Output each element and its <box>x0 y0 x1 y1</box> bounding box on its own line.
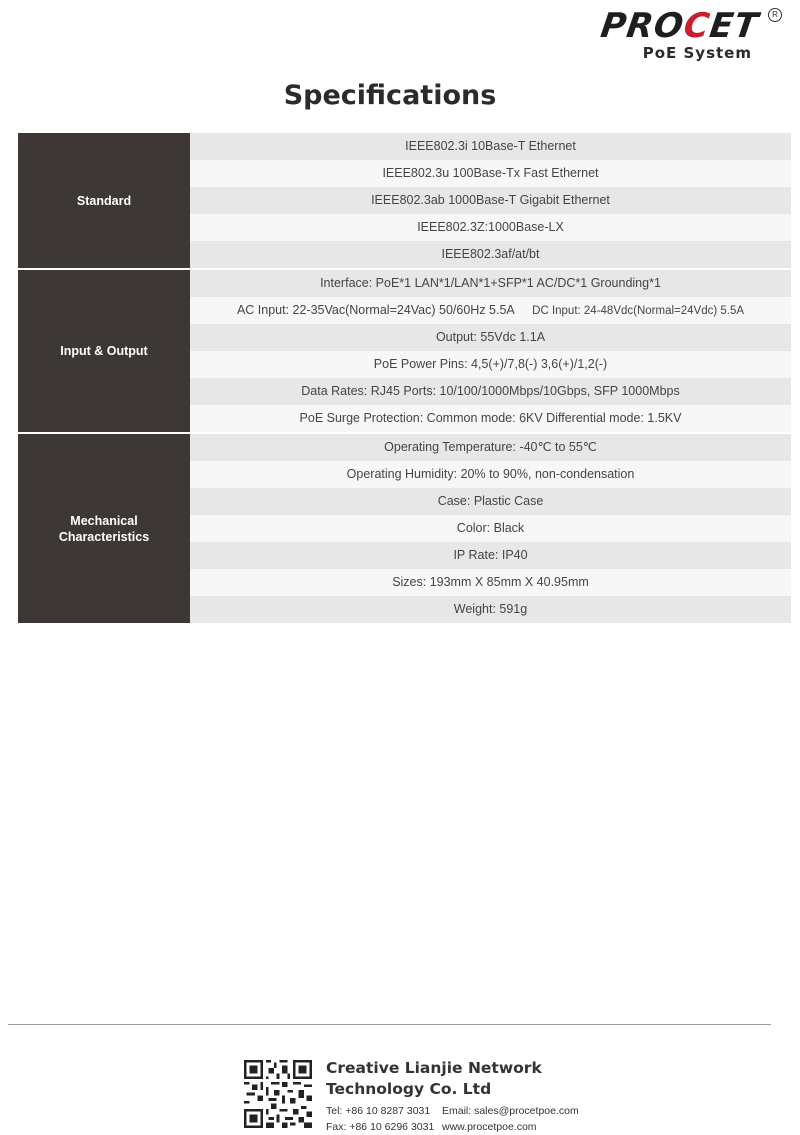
spec-table <box>18 133 791 625</box>
dc-input-text: DC Input: 24-48Vdc(Normal=24Vdc) 5.5A <box>532 305 745 317</box>
ac-input-text: AC Input: 22-35Vac(Normal=24Vac) 50/60Hz 5.5A <box>236 303 515 317</box>
spec-row: Sizes: 193mm X 85mm X 40.95mm <box>190 569 791 596</box>
qr-code-icon <box>244 1060 312 1128</box>
registered-mark: R <box>768 8 782 22</box>
spec-row: IP Rate: IP40 <box>190 542 791 569</box>
spec-group-mechanical <box>18 434 791 625</box>
spec-row <box>190 297 791 324</box>
website-link[interactable]: www.procetpoe.com <box>442 1121 537 1133</box>
footer-divider <box>8 1024 771 1025</box>
fax: Fax: +86 10 6296 3031 <box>326 1121 435 1133</box>
company-line-2: Technology Co. Ltd <box>326 1080 492 1098</box>
spec-row: Interface: PoE*1 LAN*1/LAN*1+SFP*1 AC/DC*1 Grounding*1 <box>190 270 791 297</box>
spec-row: IEEE802.3i 10Base-T Ethernet <box>190 133 791 160</box>
company-name <box>326 1058 542 1100</box>
spec-row: Operating Humidity: 20% to 90%, non-condensation <box>190 461 791 488</box>
spec-row: PoE Surge Protection: Common mode: 6KV Differential mode: 1.5KV <box>190 405 791 432</box>
spec-row: Output: 55Vdc 1.1A <box>190 324 791 351</box>
brand-logo <box>567 6 782 62</box>
spec-row: PoE Power Pins: 4,5(+)/7,8(-) 3,6(+)/1,2(-) <box>190 351 791 378</box>
group-label: Input & Output <box>18 270 190 432</box>
logo-subtitle: PoE System <box>642 44 752 62</box>
spec-row: Data Rates: RJ45 Ports: 10/100/1000Mbps/10Gbps, SFP 1000Mbps <box>190 378 791 405</box>
spec-row: Weight: 591g <box>190 596 791 623</box>
spec-row: Case: Plastic Case <box>190 488 791 515</box>
spec-row: IEEE802.3Z:1000Base-LX <box>190 214 791 241</box>
telephone: Tel: +86 10 8287 3031 <box>326 1105 431 1117</box>
group-label: Mechanical Characteristics <box>18 434 190 623</box>
spec-row: Color: Black <box>190 515 791 542</box>
email[interactable]: Email: sales@procetpoe.com <box>442 1105 579 1117</box>
spec-row: IEEE802.3ab 1000Base-T Gigabit Ethernet <box>190 187 791 214</box>
page-title: Specifications <box>283 80 497 111</box>
spec-row: IEEE802.3af/at/bt <box>190 241 791 268</box>
group-label: Standard <box>18 133 190 268</box>
spec-group-input-output <box>18 270 791 434</box>
contact-info <box>326 1103 579 1135</box>
spec-group-standard <box>18 133 791 270</box>
logo-wordmark: PROCET <box>597 6 761 46</box>
spec-row: IEEE802.3u 100Base-Tx Fast Ethernet <box>190 160 791 187</box>
company-line-1: Creative Lianjie Network <box>326 1059 542 1077</box>
spec-row: Operating Temperature: -40℃ to 55℃ <box>190 434 791 461</box>
